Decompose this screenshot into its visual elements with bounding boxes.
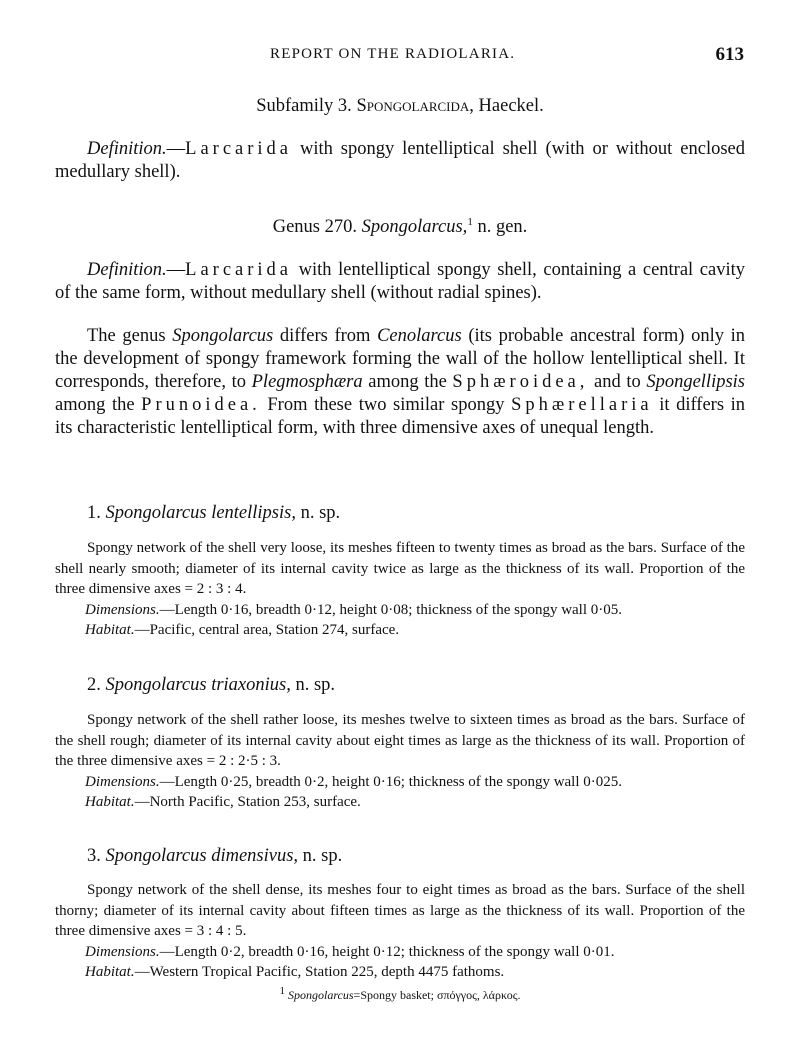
- discussion-text: among the: [55, 395, 142, 415]
- taxon-name: Spongolarcus: [172, 326, 274, 346]
- dimensions-text: —Length 0·25, breadth 0·2, height 0·16; thickness of the spongy wall 0·025.: [159, 774, 623, 790]
- subfamily-definition-label: Definition.: [87, 139, 167, 159]
- species-number: 1.: [87, 503, 101, 523]
- discussion-text: among the: [362, 372, 453, 392]
- footnote-text: =Spongy basket; σπόγγος, λάρκος.: [353, 988, 521, 1002]
- species-number: 2.: [87, 675, 101, 695]
- species-3-description: Spongy network of the shell dense, its meshes four to eight times as broad as the bars. Surface of the shell thorny; diameter of its internal cavity about fifteen times as large as the thickness of its wall. Proportion of the three dimensive axes = 3 : 4 : 5.: [55, 882, 745, 939]
- spaced-taxon: Sphæroidea,: [452, 372, 589, 392]
- discussion-text: (its probable ancestral form) only in the development of spongy framework forming the wall of the hollow lentelliptical shell. It corresponds, therefore, to: [55, 326, 745, 392]
- habitat-text: —Pacific, central area, Station 274, surface.: [134, 622, 400, 638]
- habitat-label: Habitat.: [85, 794, 135, 810]
- species-2-description: Spongy network of the shell rather loose, its meshes twelve to sixteen times as broad as the bars. Surface of the shell rough; diameter of its internal cavity about eight times as large as the thickness of its wall. Proportion of the three dimensive axes = 2 : 2·5 : 3.: [55, 712, 745, 769]
- species-name: Spongolarcus lentellipsis,: [105, 503, 296, 523]
- footnote-term: Spongolarcus: [287, 988, 354, 1002]
- dimensions-text: —Length 0·2, breadth 0·16, height 0·12; thickness of the spongy wall 0·01.: [159, 944, 615, 960]
- species-name: Spongolarcus triaxonius,: [105, 675, 291, 695]
- dimensions-label: Dimensions.: [85, 774, 160, 790]
- species-1-heading: [55, 502, 745, 525]
- discussion-text: From these two similar spongy: [260, 395, 512, 415]
- footnote-mark: 1: [279, 985, 285, 997]
- subfamily-name: Spongolarcida: [356, 96, 470, 116]
- species-1-habitat: [55, 620, 745, 641]
- subfamily-definition-text: with spongy lentelliptical shell (with or without enclosed medullary shell).: [55, 139, 745, 182]
- genus-definition-group: Larcarida: [185, 260, 293, 280]
- dimensions-label: Dimensions.: [85, 602, 160, 618]
- genus-discussion: [55, 325, 745, 440]
- species-1-description: Spongy network of the shell very loose, its meshes fifteen to twenty times as broad as the bars. Surface of the shell nearly smooth; diameter of its internal cavity twice as large as the thickness of its wall. Proportion of the three dimensive axes = 2 : 3 : 4.: [55, 540, 745, 597]
- species-3-habitat: [55, 962, 745, 983]
- genus-definition-label: Definition.: [87, 260, 167, 280]
- species-suffix: n. sp.: [290, 675, 336, 695]
- habitat-text: —Western Tropical Pacific, Station 225, depth 4475 fathoms.: [134, 964, 505, 980]
- dimensions-label: Dimensions.: [85, 944, 160, 960]
- subfamily-definition: [55, 138, 745, 184]
- genus-heading-prefix: Genus 270.: [272, 217, 357, 237]
- taxon-name: Cenolarcus: [377, 326, 462, 346]
- spaced-taxon: Prunoidea.: [141, 395, 261, 415]
- species-suffix: n. sp.: [298, 846, 343, 866]
- species-2-habitat: [55, 792, 745, 813]
- genus-heading: [55, 216, 745, 239]
- genus-definition-dash: —: [166, 260, 186, 280]
- discussion-text: and to: [588, 372, 647, 392]
- species-2-heading: [55, 674, 745, 697]
- habitat-text: —North Pacific, Station 253, surface.: [134, 794, 361, 810]
- subfamily-definition-dash: —: [166, 139, 186, 159]
- subfamily-heading-prefix: Subfamily 3.: [256, 96, 352, 116]
- taxon-name: Spongellipsis: [646, 372, 745, 392]
- discussion-text: it differs in its characteristic lentelliptical form, with three dimensive axes of unequal length.: [55, 395, 746, 438]
- species-suffix: n. sp.: [295, 503, 341, 523]
- subfamily-author: , Haeckel.: [469, 96, 544, 116]
- subfamily-definition-group: Larcarida: [185, 139, 293, 159]
- subfamily-heading: [55, 95, 745, 118]
- running-title: REPORT ON THE RADIOLARIA.: [270, 46, 516, 62]
- discussion-text: The genus: [87, 326, 173, 346]
- species-3-dimensions: [55, 942, 745, 963]
- spaced-taxon: Sphærellaria: [511, 395, 653, 415]
- species-number: 3.: [87, 846, 101, 866]
- taxon-name: Plegmosphæra: [251, 372, 363, 392]
- genus-name: Spongolarcus,: [361, 217, 468, 237]
- discussion-text: differs from: [273, 326, 378, 346]
- genus-definition-text: with lentelliptical spongy shell, containing a central cavity of the same form, without medullary shell (without radial spines).: [55, 260, 745, 303]
- species-2-dimensions: [55, 772, 745, 793]
- habitat-label: Habitat.: [85, 622, 135, 638]
- footnote: [55, 985, 745, 1003]
- genus-definition: [55, 259, 745, 305]
- running-header: [0, 46, 800, 74]
- species-3-heading: [55, 845, 745, 868]
- dimensions-text: —Length 0·16, breadth 0·12, height 0·08; thickness of the spongy wall 0·05.: [159, 602, 623, 618]
- page-number: 613: [715, 44, 744, 65]
- genus-heading-suffix: n. gen.: [472, 217, 528, 237]
- species-1-dimensions: [55, 600, 745, 621]
- genus-footnote-mark: 1: [467, 215, 473, 228]
- habitat-label: Habitat.: [85, 964, 135, 980]
- species-name: Spongolarcus dimensivus,: [105, 846, 299, 866]
